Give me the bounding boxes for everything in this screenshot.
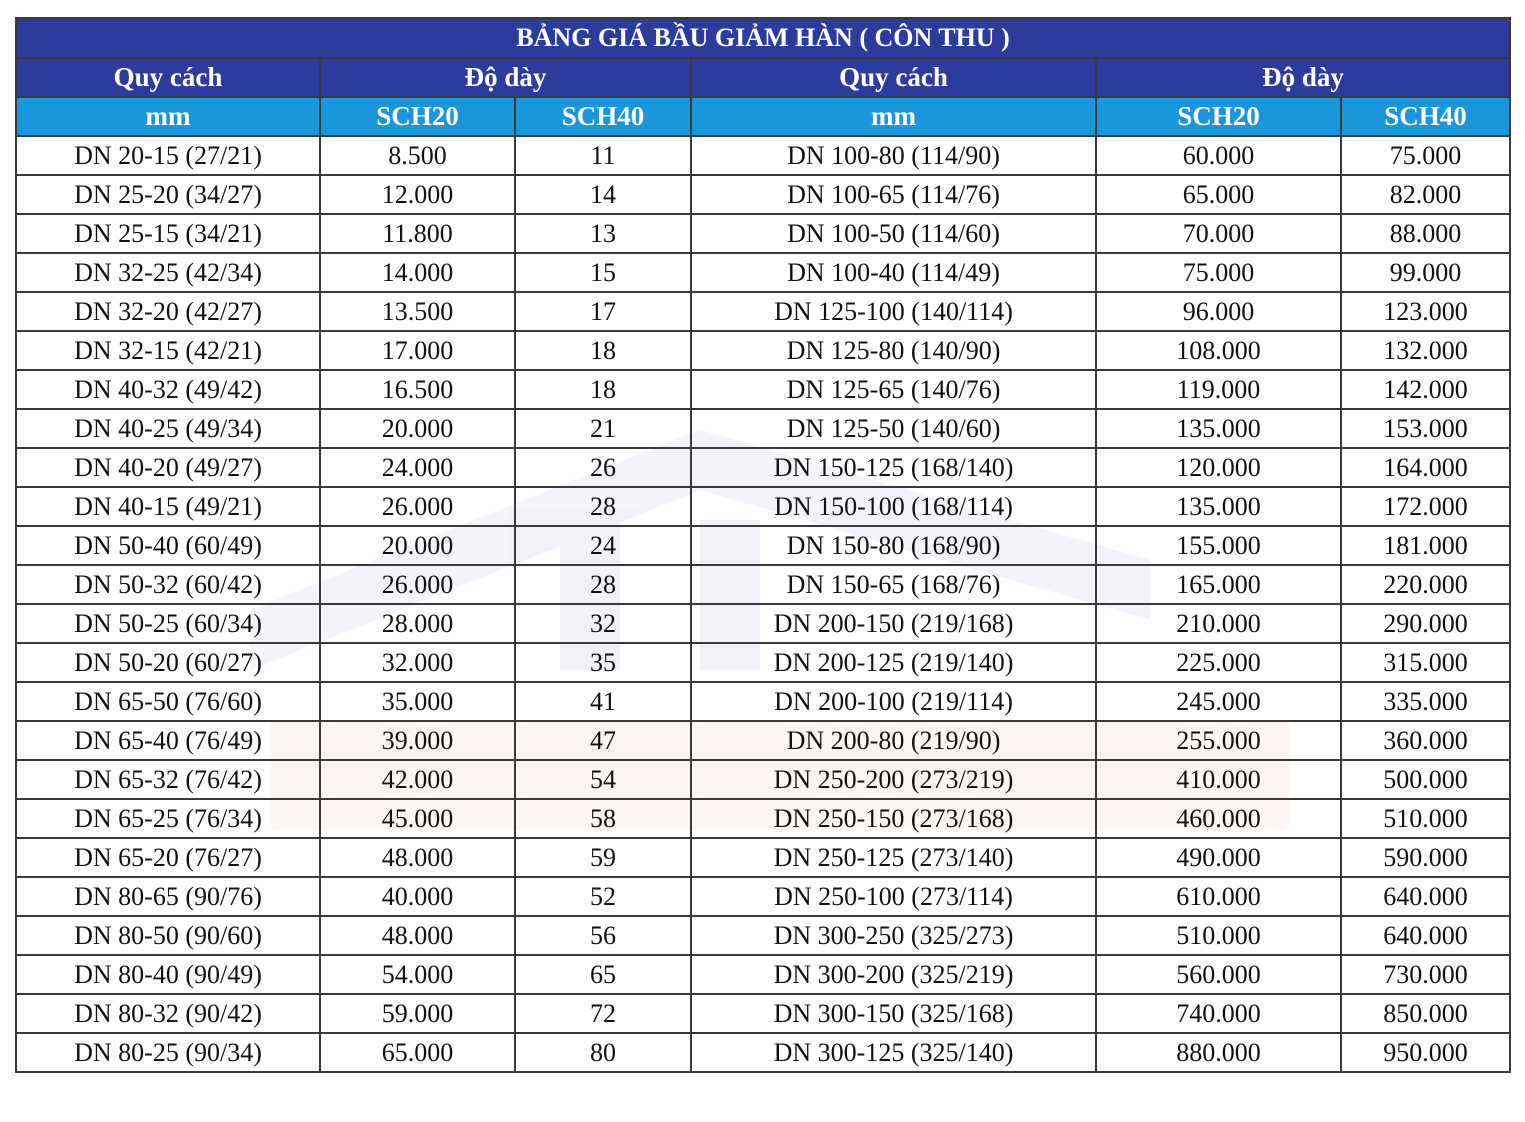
cell-spec-right: DN 125-65 (140/76) bbox=[691, 370, 1096, 409]
cell-spec-left: DN 65-40 (76/49) bbox=[16, 721, 320, 760]
cell-sch20-left: 35.000 bbox=[320, 682, 515, 721]
cell-spec-right: DN 150-80 (168/90) bbox=[691, 526, 1096, 565]
cell-sch20-right: 255.000 bbox=[1096, 721, 1341, 760]
cell-sch40-left: 11 bbox=[515, 136, 691, 175]
table-row bbox=[16, 214, 1510, 253]
cell-sch20-right: 108.000 bbox=[1096, 331, 1341, 370]
cell-sch40-left: 59 bbox=[515, 838, 691, 877]
cell-sch20-left: 16.500 bbox=[320, 370, 515, 409]
cell-sch40-left: 28 bbox=[515, 487, 691, 526]
cell-sch20-left: 13.500 bbox=[320, 292, 515, 331]
cell-sch40-left: 21 bbox=[515, 409, 691, 448]
cell-spec-right: DN 300-250 (325/273) bbox=[691, 916, 1096, 955]
cell-spec-left: DN 25-20 (34/27) bbox=[16, 175, 320, 214]
cell-sch20-right: 880.000 bbox=[1096, 1033, 1341, 1072]
cell-sch20-left: 39.000 bbox=[320, 721, 515, 760]
table-row bbox=[16, 643, 1510, 682]
cell-sch40-left: 54 bbox=[515, 760, 691, 799]
cell-spec-right: DN 125-100 (140/114) bbox=[691, 292, 1096, 331]
cell-spec-left: DN 65-32 (76/42) bbox=[16, 760, 320, 799]
cell-sch40-right: 950.000 bbox=[1341, 1033, 1510, 1072]
cell-sch40-left: 32 bbox=[515, 604, 691, 643]
cell-sch20-left: 54.000 bbox=[320, 955, 515, 994]
cell-spec-left: DN 65-25 (76/34) bbox=[16, 799, 320, 838]
cell-spec-left: DN 80-50 (90/60) bbox=[16, 916, 320, 955]
cell-spec-right: DN 150-125 (168/140) bbox=[691, 448, 1096, 487]
cell-sch20-right: 245.000 bbox=[1096, 682, 1341, 721]
cell-spec-right: DN 125-50 (140/60) bbox=[691, 409, 1096, 448]
table-row bbox=[16, 721, 1510, 760]
cell-sch20-left: 11.800 bbox=[320, 214, 515, 253]
table-row bbox=[16, 955, 1510, 994]
table-row bbox=[16, 877, 1510, 916]
cell-sch40-left: 28 bbox=[515, 565, 691, 604]
price-rows bbox=[16, 136, 1510, 1072]
cell-sch20-left: 45.000 bbox=[320, 799, 515, 838]
cell-spec-left: DN 80-65 (90/76) bbox=[16, 877, 320, 916]
cell-sch20-left: 26.000 bbox=[320, 565, 515, 604]
cell-sch40-right: 590.000 bbox=[1341, 838, 1510, 877]
cell-sch40-left: 58 bbox=[515, 799, 691, 838]
cell-sch40-right: 290.000 bbox=[1341, 604, 1510, 643]
cell-sch40-right: 75.000 bbox=[1341, 136, 1510, 175]
cell-sch40-left: 52 bbox=[515, 877, 691, 916]
cell-spec-left: DN 32-20 (42/27) bbox=[16, 292, 320, 331]
cell-sch20-left: 48.000 bbox=[320, 838, 515, 877]
cell-sch20-right: 96.000 bbox=[1096, 292, 1341, 331]
cell-spec-right: DN 200-100 (219/114) bbox=[691, 682, 1096, 721]
table-row bbox=[16, 526, 1510, 565]
header-spec-left: Quy cách bbox=[16, 58, 320, 97]
cell-spec-left: DN 20-15 (27/21) bbox=[16, 136, 320, 175]
cell-spec-right: DN 250-200 (273/219) bbox=[691, 760, 1096, 799]
cell-sch20-left: 40.000 bbox=[320, 877, 515, 916]
cell-sch40-right: 510.000 bbox=[1341, 799, 1510, 838]
cell-spec-right: DN 100-80 (114/90) bbox=[691, 136, 1096, 175]
header-thickness-left: Độ dày bbox=[320, 58, 691, 97]
cell-sch40-right: 220.000 bbox=[1341, 565, 1510, 604]
table-row bbox=[16, 838, 1510, 877]
subheader-sch40-right: SCH40 bbox=[1341, 97, 1510, 136]
cell-sch20-right: 75.000 bbox=[1096, 253, 1341, 292]
cell-sch40-right: 315.000 bbox=[1341, 643, 1510, 682]
cell-sch40-right: 850.000 bbox=[1341, 994, 1510, 1033]
cell-sch20-right: 135.000 bbox=[1096, 409, 1341, 448]
cell-sch40-right: 500.000 bbox=[1341, 760, 1510, 799]
table-title: BẢNG GIÁ BẦU GIẢM HÀN ( CÔN THU ) bbox=[16, 18, 1510, 58]
table-row bbox=[16, 994, 1510, 1033]
cell-spec-left: DN 40-32 (49/42) bbox=[16, 370, 320, 409]
price-table bbox=[15, 17, 1511, 1073]
cell-sch40-left: 65 bbox=[515, 955, 691, 994]
cell-spec-right: DN 100-50 (114/60) bbox=[691, 214, 1096, 253]
cell-spec-right: DN 250-125 (273/140) bbox=[691, 838, 1096, 877]
subheader-unit-left: mm bbox=[16, 97, 320, 136]
cell-sch40-left: 35 bbox=[515, 643, 691, 682]
cell-spec-right: DN 150-100 (168/114) bbox=[691, 487, 1096, 526]
cell-spec-right: DN 100-65 (114/76) bbox=[691, 175, 1096, 214]
cell-spec-right: DN 250-100 (273/114) bbox=[691, 877, 1096, 916]
cell-sch40-left: 80 bbox=[515, 1033, 691, 1072]
cell-sch40-right: 335.000 bbox=[1341, 682, 1510, 721]
cell-sch20-left: 26.000 bbox=[320, 487, 515, 526]
cell-sch20-right: 70.000 bbox=[1096, 214, 1341, 253]
cell-sch40-left: 18 bbox=[515, 331, 691, 370]
cell-sch20-right: 65.000 bbox=[1096, 175, 1341, 214]
cell-spec-right: DN 150-65 (168/76) bbox=[691, 565, 1096, 604]
cell-sch40-left: 13 bbox=[515, 214, 691, 253]
cell-spec-left: DN 50-20 (60/27) bbox=[16, 643, 320, 682]
cell-sch40-right: 123.000 bbox=[1341, 292, 1510, 331]
cell-sch20-right: 740.000 bbox=[1096, 994, 1341, 1033]
header-spec-right: Quy cách bbox=[691, 58, 1096, 97]
cell-spec-left: DN 32-25 (42/34) bbox=[16, 253, 320, 292]
price-sheet bbox=[15, 17, 1509, 1073]
cell-sch40-left: 47 bbox=[515, 721, 691, 760]
cell-sch20-right: 60.000 bbox=[1096, 136, 1341, 175]
cell-sch20-right: 155.000 bbox=[1096, 526, 1341, 565]
cell-sch20-left: 20.000 bbox=[320, 409, 515, 448]
cell-sch20-right: 610.000 bbox=[1096, 877, 1341, 916]
table-row bbox=[16, 370, 1510, 409]
cell-sch20-left: 32.000 bbox=[320, 643, 515, 682]
cell-spec-left: DN 50-25 (60/34) bbox=[16, 604, 320, 643]
cell-spec-left: DN 40-20 (49/27) bbox=[16, 448, 320, 487]
table-row bbox=[16, 604, 1510, 643]
cell-sch40-left: 24 bbox=[515, 526, 691, 565]
cell-sch20-right: 510.000 bbox=[1096, 916, 1341, 955]
cell-sch20-left: 28.000 bbox=[320, 604, 515, 643]
table-row bbox=[16, 916, 1510, 955]
cell-sch40-right: 82.000 bbox=[1341, 175, 1510, 214]
cell-spec-right: DN 300-125 (325/140) bbox=[691, 1033, 1096, 1072]
cell-sch40-right: 360.000 bbox=[1341, 721, 1510, 760]
cell-sch20-left: 48.000 bbox=[320, 916, 515, 955]
table-row bbox=[16, 136, 1510, 175]
table-row bbox=[16, 565, 1510, 604]
subheader-sch20-left: SCH20 bbox=[320, 97, 515, 136]
cell-sch40-right: 164.000 bbox=[1341, 448, 1510, 487]
cell-sch40-left: 56 bbox=[515, 916, 691, 955]
cell-sch20-left: 42.000 bbox=[320, 760, 515, 799]
cell-sch40-right: 132.000 bbox=[1341, 331, 1510, 370]
cell-sch20-left: 12.000 bbox=[320, 175, 515, 214]
cell-sch40-left: 41 bbox=[515, 682, 691, 721]
cell-spec-right: DN 300-200 (325/219) bbox=[691, 955, 1096, 994]
header-thickness-right: Độ dày bbox=[1096, 58, 1510, 97]
cell-sch20-right: 490.000 bbox=[1096, 838, 1341, 877]
cell-sch40-right: 640.000 bbox=[1341, 877, 1510, 916]
cell-spec-left: DN 40-25 (49/34) bbox=[16, 409, 320, 448]
cell-sch40-left: 18 bbox=[515, 370, 691, 409]
cell-sch40-left: 14 bbox=[515, 175, 691, 214]
cell-sch20-left: 59.000 bbox=[320, 994, 515, 1033]
cell-spec-right: DN 200-80 (219/90) bbox=[691, 721, 1096, 760]
cell-sch20-left: 24.000 bbox=[320, 448, 515, 487]
table-row bbox=[16, 253, 1510, 292]
cell-spec-left: DN 80-32 (90/42) bbox=[16, 994, 320, 1033]
cell-spec-left: DN 50-32 (60/42) bbox=[16, 565, 320, 604]
table-row bbox=[16, 799, 1510, 838]
cell-sch40-left: 26 bbox=[515, 448, 691, 487]
table-row bbox=[16, 1033, 1510, 1072]
cell-sch40-left: 17 bbox=[515, 292, 691, 331]
cell-sch40-right: 181.000 bbox=[1341, 526, 1510, 565]
cell-sch40-right: 153.000 bbox=[1341, 409, 1510, 448]
cell-spec-left: DN 25-15 (34/21) bbox=[16, 214, 320, 253]
cell-sch20-right: 165.000 bbox=[1096, 565, 1341, 604]
table-row bbox=[16, 682, 1510, 721]
cell-sch20-right: 410.000 bbox=[1096, 760, 1341, 799]
subheader-sch40-left: SCH40 bbox=[515, 97, 691, 136]
cell-sch20-right: 460.000 bbox=[1096, 799, 1341, 838]
cell-sch40-right: 172.000 bbox=[1341, 487, 1510, 526]
cell-sch20-right: 119.000 bbox=[1096, 370, 1341, 409]
cell-sch40-right: 640.000 bbox=[1341, 916, 1510, 955]
cell-spec-right: DN 300-150 (325/168) bbox=[691, 994, 1096, 1033]
cell-sch20-left: 14.000 bbox=[320, 253, 515, 292]
cell-sch20-right: 210.000 bbox=[1096, 604, 1341, 643]
cell-spec-left: DN 65-50 (76/60) bbox=[16, 682, 320, 721]
cell-sch20-left: 8.500 bbox=[320, 136, 515, 175]
cell-sch20-right: 135.000 bbox=[1096, 487, 1341, 526]
cell-spec-left: DN 50-40 (60/49) bbox=[16, 526, 320, 565]
cell-sch40-right: 99.000 bbox=[1341, 253, 1510, 292]
table-row bbox=[16, 409, 1510, 448]
cell-sch40-right: 88.000 bbox=[1341, 214, 1510, 253]
cell-sch20-right: 560.000 bbox=[1096, 955, 1341, 994]
cell-spec-right: DN 125-80 (140/90) bbox=[691, 331, 1096, 370]
cell-sch20-left: 65.000 bbox=[320, 1033, 515, 1072]
cell-spec-right: DN 100-40 (114/49) bbox=[691, 253, 1096, 292]
cell-spec-right: DN 200-125 (219/140) bbox=[691, 643, 1096, 682]
cell-sch20-left: 17.000 bbox=[320, 331, 515, 370]
cell-sch40-left: 15 bbox=[515, 253, 691, 292]
cell-spec-right: DN 250-150 (273/168) bbox=[691, 799, 1096, 838]
cell-sch20-right: 120.000 bbox=[1096, 448, 1341, 487]
table-row bbox=[16, 487, 1510, 526]
table-row bbox=[16, 292, 1510, 331]
table-row bbox=[16, 175, 1510, 214]
cell-spec-left: DN 80-40 (90/49) bbox=[16, 955, 320, 994]
cell-sch20-right: 225.000 bbox=[1096, 643, 1341, 682]
cell-sch40-left: 72 bbox=[515, 994, 691, 1033]
cell-spec-left: DN 80-25 (90/34) bbox=[16, 1033, 320, 1072]
subheader-sch20-right: SCH20 bbox=[1096, 97, 1341, 136]
cell-sch40-right: 142.000 bbox=[1341, 370, 1510, 409]
cell-sch20-left: 20.000 bbox=[320, 526, 515, 565]
cell-spec-left: DN 65-20 (76/27) bbox=[16, 838, 320, 877]
table-row bbox=[16, 331, 1510, 370]
table-row bbox=[16, 760, 1510, 799]
cell-spec-left: DN 32-15 (42/21) bbox=[16, 331, 320, 370]
table-row bbox=[16, 448, 1510, 487]
cell-spec-right: DN 200-150 (219/168) bbox=[691, 604, 1096, 643]
subheader-unit-right: mm bbox=[691, 97, 1096, 136]
cell-sch40-right: 730.000 bbox=[1341, 955, 1510, 994]
cell-spec-left: DN 40-15 (49/21) bbox=[16, 487, 320, 526]
